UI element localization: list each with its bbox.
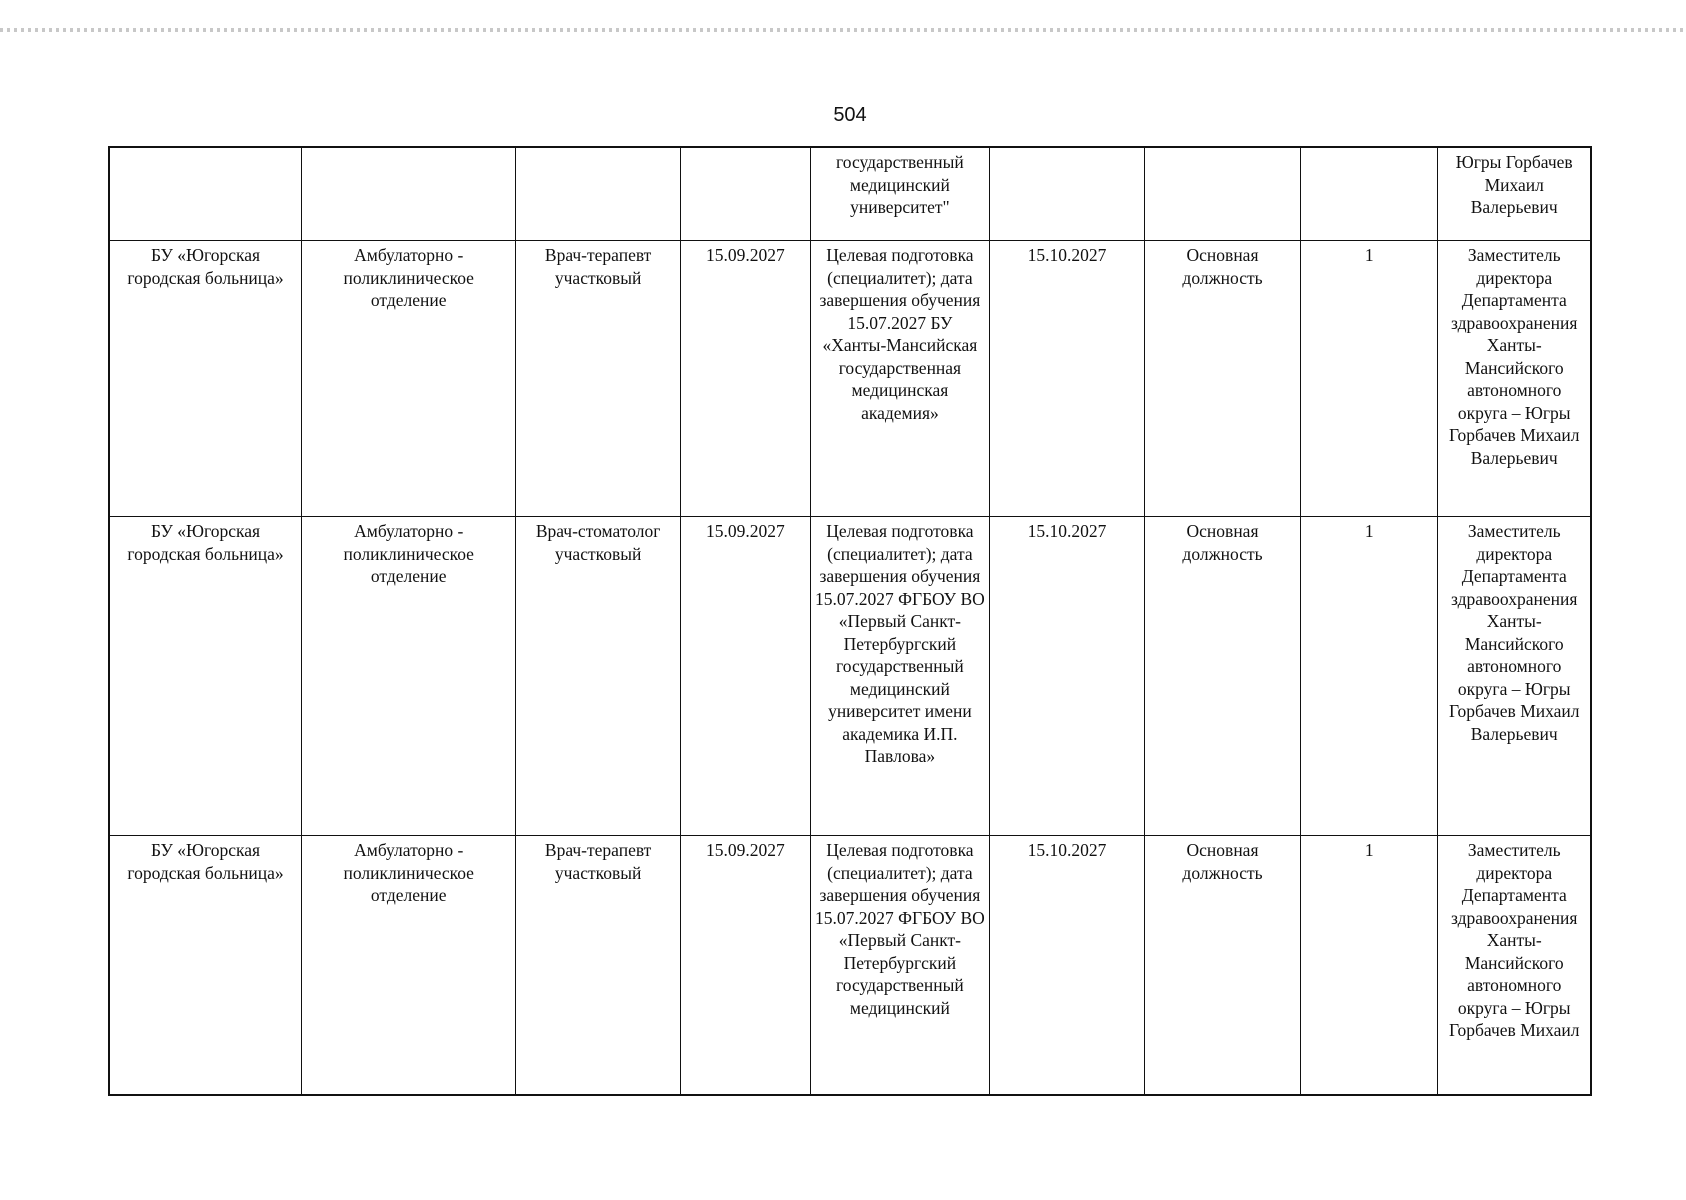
cell-date-end: 15.10.2027 xyxy=(989,836,1144,1096)
cell-organization: БУ «Югорская городская больница» xyxy=(109,836,302,1096)
cell-position-type: Основная должность xyxy=(1144,241,1300,517)
table-row xyxy=(109,241,1591,517)
cell-department: Амбулаторно - поликлиническое отделение xyxy=(302,517,516,836)
table-row xyxy=(109,517,1591,836)
cell-training: государственный медицинский университет" xyxy=(810,147,989,241)
cell-position-type: Основная должность xyxy=(1144,836,1300,1096)
page-number: 504 xyxy=(833,104,867,126)
cell-position: Врач-терапевт участковый xyxy=(516,836,680,1096)
cell-count xyxy=(1301,147,1438,241)
cell-organization: БУ «Югорская городская больница» xyxy=(109,517,302,836)
vacancy-table xyxy=(108,146,1592,1096)
table-row-continuation xyxy=(109,147,1591,241)
cell-date-start: 15.09.2027 xyxy=(680,517,810,836)
cell-date-start: 15.09.2027 xyxy=(680,836,810,1096)
cell-count: 1 xyxy=(1301,241,1438,517)
cell-department xyxy=(302,147,516,241)
cell-training: Целевая подготовка (специалитет); дата завершения обучения 15.07.2027 ФГБОУ ВО «Первый Санкт-Петербургский государственный медицинский xyxy=(810,836,989,1096)
cell-date-end xyxy=(989,147,1144,241)
cell-position: Врач-стоматолог участковый xyxy=(516,517,680,836)
cell-date-start xyxy=(680,147,810,241)
cell-responsible: Заместитель директора Департамента здравоохранения Ханты-Мансийского автономного округа – Югры Горбачев Михаил Валерьевич xyxy=(1438,241,1591,517)
cell-responsible: Заместитель директора Департамента здравоохранения Ханты-Мансийского автономного округа – Югры Горбачев Михаил xyxy=(1438,836,1591,1096)
cell-count: 1 xyxy=(1301,836,1438,1096)
cell-date-end: 15.10.2027 xyxy=(989,517,1144,836)
cell-count: 1 xyxy=(1301,517,1438,836)
cell-responsible: Заместитель директора Департамента здравоохранения Ханты-Мансийского автономного округа – Югры Горбачев Михаил Валерьевич xyxy=(1438,517,1591,836)
cell-position xyxy=(516,147,680,241)
table-row xyxy=(109,836,1591,1096)
scan-edge-artifact xyxy=(0,28,1686,32)
cell-responsible: Югры Горбачев Михаил Валерьевич xyxy=(1438,147,1591,241)
cell-position-type xyxy=(1144,147,1300,241)
cell-position: Врач-терапевт участковый xyxy=(516,241,680,517)
cell-training: Целевая подготовка (специалитет); дата завершения обучения 15.07.2027 БУ «Ханты-Мансийская государственная медицинская академия» xyxy=(810,241,989,517)
cell-position-type: Основная должность xyxy=(1144,517,1300,836)
cell-department: Амбулаторно - поликлиническое отделение xyxy=(302,836,516,1096)
cell-date-end: 15.10.2027 xyxy=(989,241,1144,517)
cell-date-start: 15.09.2027 xyxy=(680,241,810,517)
cell-organization: БУ «Югорская городская больница» xyxy=(109,241,302,517)
cell-department: Амбулаторно - поликлиническое отделение xyxy=(302,241,516,517)
cell-training: Целевая подготовка (специалитет); дата завершения обучения 15.07.2027 ФГБОУ ВО «Первый Санкт-Петербургский государственный медицинский университет имени академика И.П. Павлова» xyxy=(810,517,989,836)
cell-organization xyxy=(109,147,302,241)
